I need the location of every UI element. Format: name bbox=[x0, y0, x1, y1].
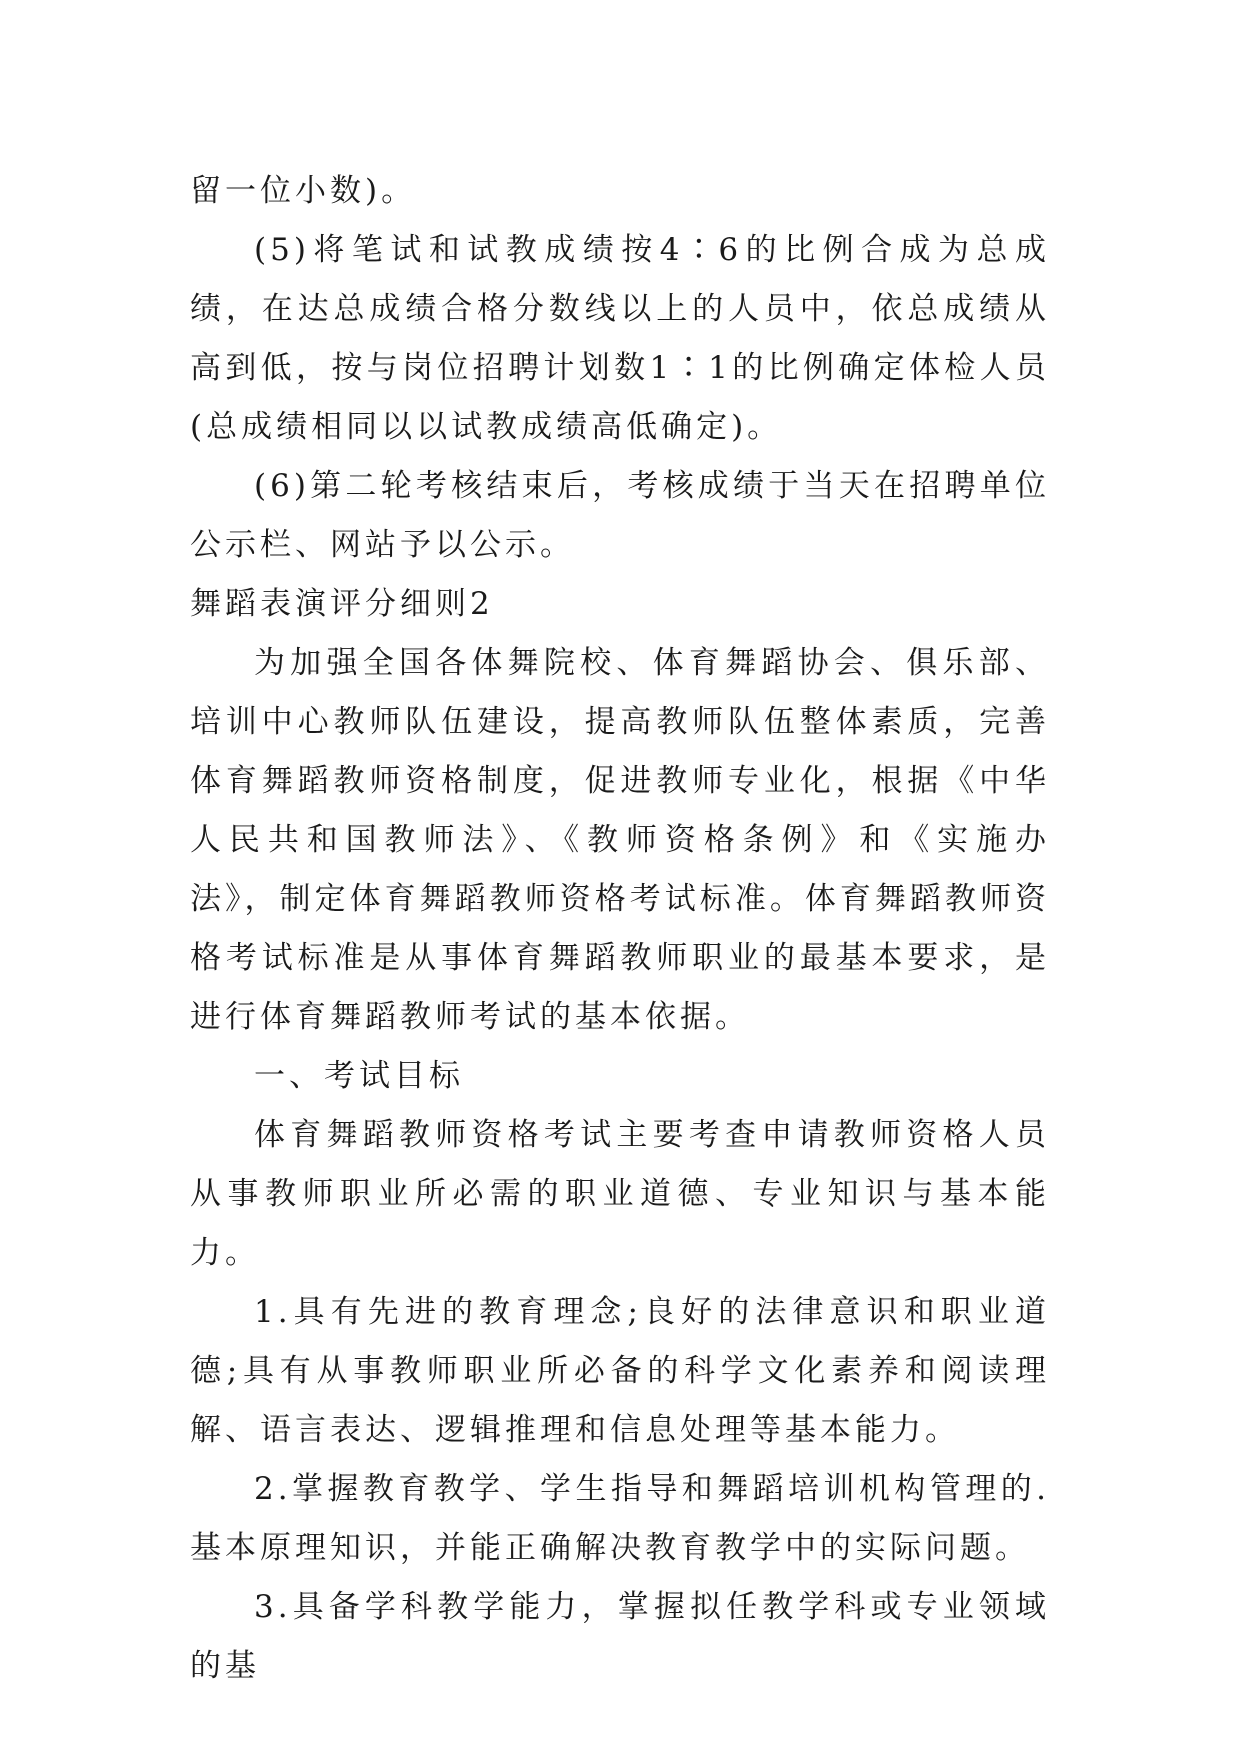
list-item-3: 3.具备学科教学能力，掌握拟任教学科或专业领域的基 bbox=[190, 1589, 1050, 1684]
list-item-1: 1.具有先进的教育理念;良好的法律意识和职业道德;具有从事教师职业所必备的科学文化素养和阅读理解、语言表达、逻辑推理和信息处理等基本能力。 bbox=[190, 1294, 1050, 1448]
paragraph-intro: 为加强全国各体舞院校、体育舞蹈协会、俱乐部、培训中心教师队伍建设，提高教师队伍整体素质，完善体育舞蹈教师资格制度，促进教师专业化，根据《中华人民共和国教师法》、《教师资格条例》和《实施办法》，制定体育舞蹈教师资格考试标准。体育舞蹈教师资格考试标准是从事体育舞蹈教师职业的最基本要求，是进行体育舞蹈教师考试的基本依据。 bbox=[190, 645, 1050, 1035]
section-title: 舞蹈表演评分细则2 bbox=[190, 586, 494, 622]
document-body bbox=[190, 162, 1050, 1696]
paragraph-item-6: (6)第二轮考核结束后，考核成绩于当天在招聘单位公示栏、网站予以公示。 bbox=[190, 468, 1050, 563]
paragraph-continuation: 留一位小数)。 bbox=[190, 173, 417, 209]
paragraph-exam-goals: 体育舞蹈教师资格考试主要考查申请教师资格人员从事教师职业所必需的职业道德、专业知识与基本能力。 bbox=[190, 1117, 1050, 1271]
subheading-exam-goals: 一、考试目标 bbox=[254, 1058, 464, 1094]
paragraph-item-5: (5)将笔试和试教成绩按4∶6的比例合成为总成绩，在达总成绩合格分数线以上的人员中，依总成绩从高到低，按与岗位招聘计划数1∶1的比例确定体检人员(总成绩相同以以试教成绩高低确定)。 bbox=[190, 232, 1050, 445]
list-item-2: 2.掌握教育教学、学生指导和舞蹈培训机构管理的.基本原理知识，并能正确解决教育教学中的实际问题。 bbox=[190, 1471, 1050, 1566]
